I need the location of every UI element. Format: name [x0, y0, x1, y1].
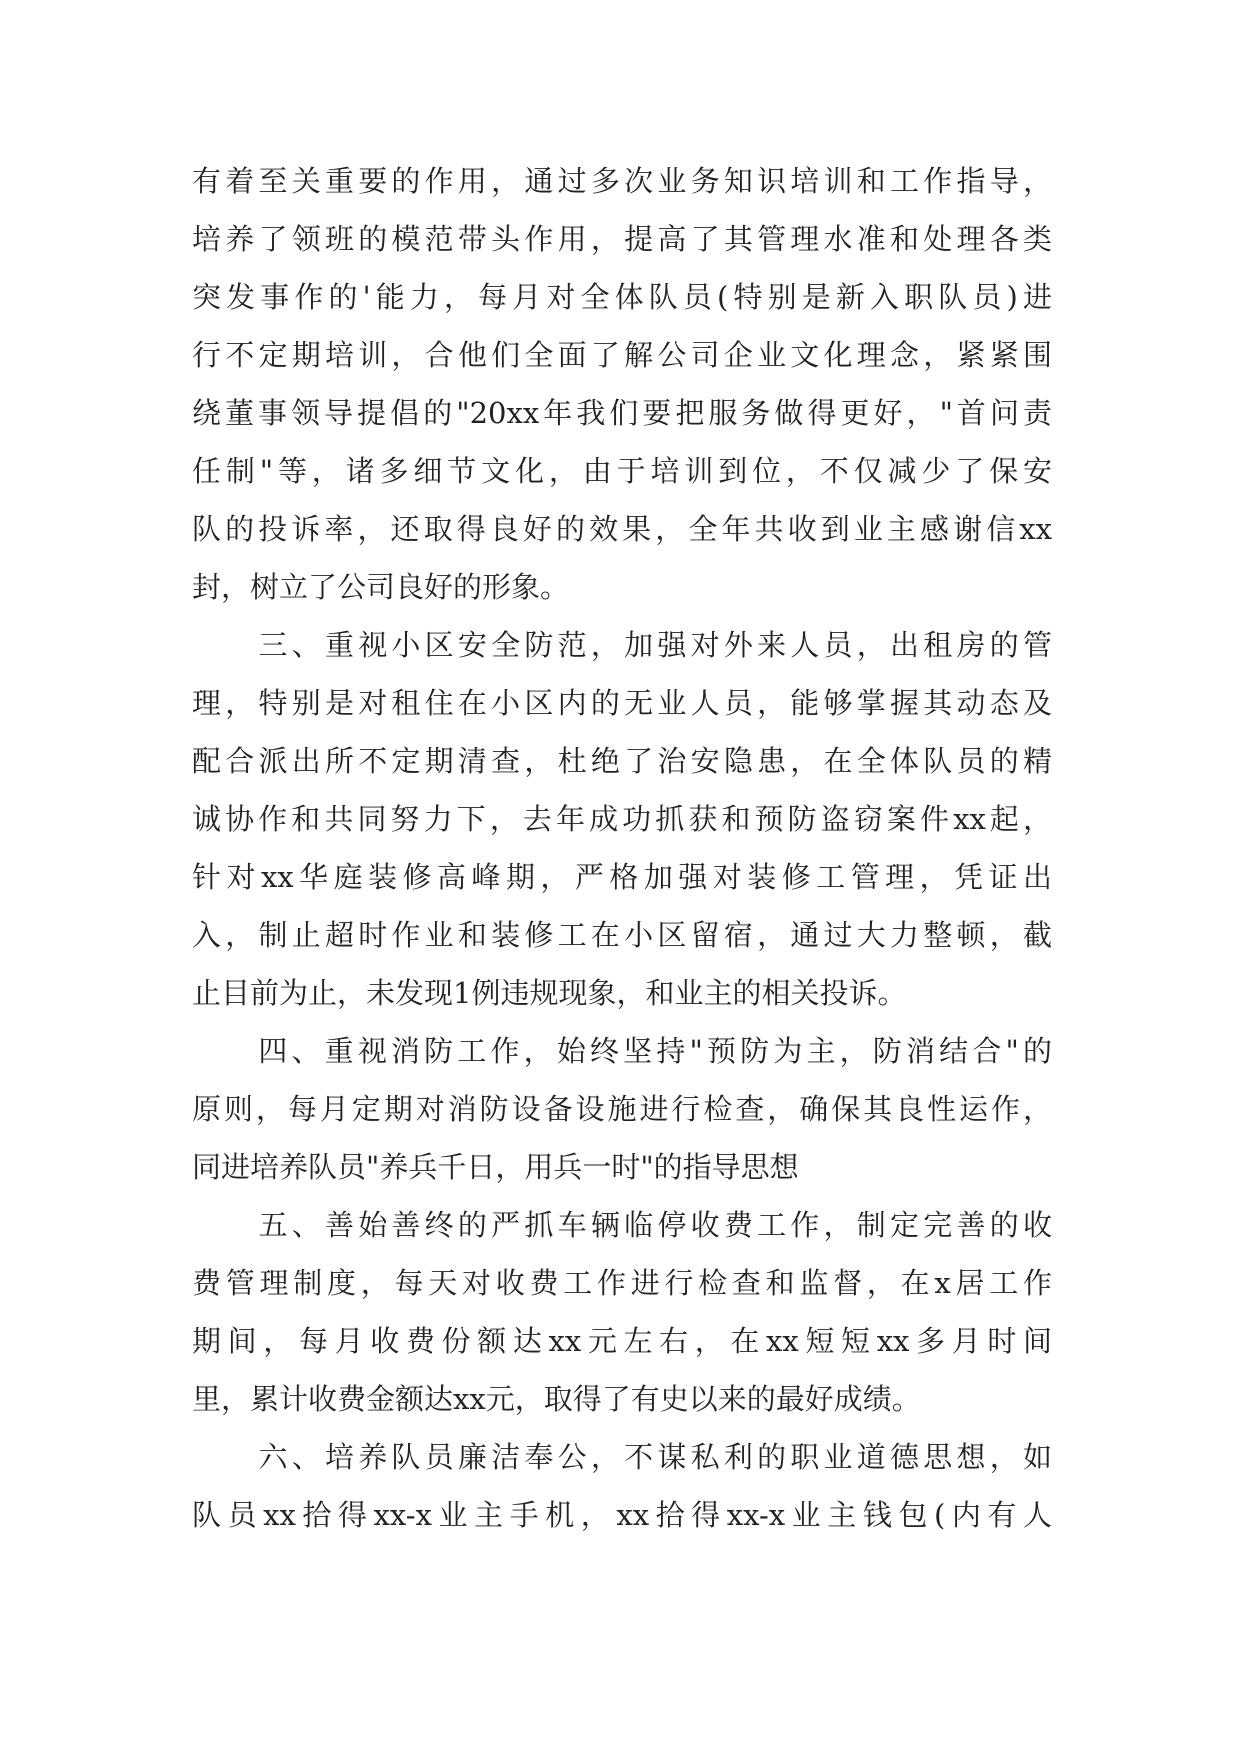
text-line: 队员xx拾得xx-x业主手机，xx拾得xx-x业主钱包(内有人	[192, 1498, 1052, 1532]
text-line: 配合派出所不定期清查，杜绝了治安隐患，在全体队员的精	[192, 744, 1052, 778]
text-line: 突发事作的'能力，每月对全体队员(特别是新入职队员)进	[192, 280, 1052, 314]
paragraph-five-start: 五、善始善终的严抓车辆临停收费工作，制定完善的收	[192, 1208, 1052, 1242]
text-line: 行不定期培训，合他们全面了解公司企业文化理念，紧紧围	[192, 338, 1052, 372]
text-line: 期间，每月收费份额达xx元左右，在xx短短xx多月时间	[192, 1324, 1052, 1358]
paragraph-four-start: 四、重视消防工作，始终坚持"预防为主，防消结合"的	[192, 1034, 1052, 1068]
text-line: 止目前为止，未发现1例违规现象，和业主的相关投诉。	[192, 976, 907, 1010]
text-line: 诚协作和共同努力下，去年成功抓获和预防盗窃案件xx起，	[192, 802, 1052, 836]
text-line: 队的投诉率，还取得良好的效果，全年共收到业主感谢信xx	[192, 512, 1052, 546]
text-line: 里，累计收费金额达xx元，取得了有史以来的最好成绩。	[192, 1382, 921, 1416]
document-body	[192, 152, 1052, 1544]
text-line: 入，制止超时作业和装修工在小区留宿，通过大力整顿，截	[192, 918, 1052, 952]
text-line: 封，树立了公司良好的形象。	[192, 570, 570, 604]
text-line: 任制"等，诸多细节文化，由于培训到位，不仅减少了保安	[192, 454, 1052, 488]
text-line: 针对xx华庭装修高峰期，严格加强对装修工管理，凭证出	[192, 860, 1052, 894]
text-line: 原则，每月定期对消防设备设施进行检查，确保其良性运作，	[192, 1092, 1052, 1126]
text-line: 费管理制度，每天对收费工作进行检查和监督，在x居工作	[192, 1266, 1052, 1300]
text-line: 绕董事领导提倡的"20xx年我们要把服务做得更好，"首问责	[192, 396, 1052, 430]
paragraph-six-start: 六、培养队员廉洁奉公，不谋私利的职业道德思想，如	[192, 1440, 1052, 1474]
text-line: 同进培养队员"养兵千日，用兵一时"的指导思想	[192, 1150, 799, 1184]
text-line: 有着至关重要的作用，通过多次业务知识培训和工作指导，	[192, 164, 1052, 198]
text-line: 理，特别是对租住在小区内的无业人员，能够掌握其动态及	[192, 686, 1052, 720]
text-line: 培养了领班的模范带头作用，提高了其管理水准和处理各类	[192, 222, 1052, 256]
paragraph-three-start: 三、重视小区安全防范，加强对外来人员，出租房的管	[192, 628, 1052, 662]
